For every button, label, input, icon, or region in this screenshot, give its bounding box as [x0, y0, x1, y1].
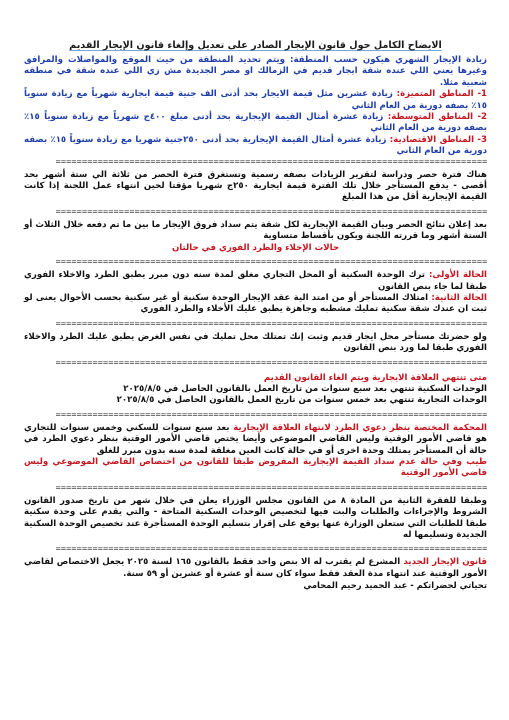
intro-paragraph: زيادة الإيجار الشهري هيكون حسب المنطقة: ويتم تحديد المنطقة من حيث الموقع والمواصلات والمرافق وغيرها يعني اللي عنده شقة ايجار قديم في الزمالك او مصر الجديدة مش زي اللي عنده شقة في منطقه شعبية مثلا.	[24, 55, 487, 88]
end-heading: متى تنتهي العلاقة الايجارية ويتم الغاء القانون القديم	[263, 372, 487, 383]
region-premium-text: زيادة عشرين مثل قيمة الايجار بحد أدنى الف جنية قيمة ايجارية شهرياً مع زيادة سنوياً ١٥٪ بصفه دورية من العام الثاني	[24, 89, 487, 111]
eviction-case-1	[24, 270, 487, 293]
shop-note: ولو حضرتك مستأجر محل ايجار قديم وثبت إنك تمتلك محل تمليك في نفس الغرض يطبق عليك الطرد والاخلاء الفوري طبقا لما ورد بنص القانون	[24, 331, 487, 354]
separator-1: ==================================================================================	[55, 157, 487, 166]
case-1-text: ترك الوحدة السكنية أو المحل التجاري مغلق لمدة سنه دون مبرر يطبق الطرد والاخلاء الفوري طبقا لما جاء بنص القانون	[24, 270, 487, 292]
separator-4: ==================================================================================	[55, 319, 487, 328]
new-law-paragraph	[24, 557, 487, 580]
separator-8: ==================================================================================	[55, 545, 487, 554]
court-red-note: طيب وفي حالة عدم سداد القيمة الإيجارية المفروض طبقا للقانون من اختصاص القاضي الموضوعي وليس قاضي الأمور الوقتية	[24, 456, 487, 479]
case-1-label: الحالة الأولى:	[428, 270, 487, 281]
committee-paragraph: هناك فترة حصر ودراسة لتقرير الزيادات بصفه رسمية وتستغرق فترة الحصر من ثلاثة الي ستة أشهر بحد أقصى - يدفع المستأجر خلال تلك الفترة قيمة ايجارية ٢٥٠ج شهريا مؤقتا لحين انتهاء عمل اللجنة إذا كانت القيمة الإيجارية أقل من هذا المبلغ	[24, 169, 487, 203]
document-title: الايضاح الكامل حول قانون الإيجار الصادر على تعديل وإلغاء قانون الإيجار القديم	[69, 40, 442, 51]
region-economic-text: زيادة عشرة أمثال القيمة الإيجارية بحد أدنى ٢٥٠جنية شهريا مع زيادة سنوياً ١٥٪ بصفه دورية من العام الثاني	[24, 134, 487, 157]
court-text: بعد سبع سنوات للسكني وخمس سنوات للتجاري هو قاضي الأمور الوقتية وليس القاضي الموضوعي وأيضا يختص قاضي الأمور الوقتية بنظر دعوي الطرد في حالة أن المستأجر يمتلك وحدة اخرى أو في حالة كانت العين مغلقة لمدة سنه بدون مبرر للغلق	[24, 422, 487, 456]
region-premium	[24, 89, 487, 112]
separator-3: ==================================================================================	[55, 258, 487, 267]
end-residential: الوحدات السكنية تنتهي بعد سبع سنوات من تاريخ العمل بالقانون الحاصل في ٢٠٢٥/٨/٥	[123, 383, 487, 394]
region-medium	[24, 112, 487, 135]
eviction-case-2	[24, 293, 487, 316]
new-law-text: المشرع لم يقترب له الا بنص واحد فقط بالقانون ١٦٥ لسنة ٢٠٢٥ يجعل الاختصاص لقاضي الأمور الوقتية عند انتهاء مدة العقد فقط سواء كان سنة أو عشرة أو عشرين أو ٥٩ سنة.	[24, 557, 487, 579]
court-label: المحكمة المختصة بنظر دعوي الطرد لانتهاء العلاقة الإيجارية	[233, 422, 487, 433]
court-paragraph	[24, 423, 487, 457]
region-economic-label: 3- المناطق الاقتصادية:	[389, 134, 487, 145]
separator-5: ==================================================================================	[55, 358, 487, 367]
region-premium-label: 1- المناطق المتميزة:	[396, 89, 487, 100]
region-medium-text: زيادة عشرة أمثال القيمة الإيجارية بحد أدنى مبلغ ٤٠٠ج شهرياً مع زيادة سنوياً ١٥٪ بصفه دورية من العام الثاني	[24, 112, 487, 134]
end-commercial: الوحدات التجارية تنتهي بعد خمس سنوات من تاريخ العمل بالقانون الحاصل في ٢٠٢٥/٨/٥	[116, 395, 487, 406]
separator-7: ==================================================================================	[55, 483, 487, 492]
separator-6: ==================================================================================	[55, 410, 487, 419]
signature: تحياتي لحضراتكم - عبد الحميد رحيم المحامي	[303, 580, 487, 591]
settlement-paragraph: بعد إعلان نتائج الحصر وبيان القيمة الإيجارية لكل شقة يتم سداد فروق الإيجار ما بين ما تم دفعه خلال الثلاث أو الستة أشهر وما قررته اللجنة ويكون بأقساط متساوية	[24, 219, 487, 242]
case-2-label: الحالة الثانية:	[431, 292, 487, 303]
case-2-text: امتلاك المستأجر أو من امتد الية عقد الإيجار الوحدة سكنية أو غير سكنية بحسب الأحوال يعنى لو ثبت ان عندك شقة سكنية تمليك مشطبه وجاهزة يطبق عليك الأخلاء والطرد الفوري	[24, 292, 487, 315]
new-law-label: قانون الإيجار الجديد	[403, 557, 488, 568]
region-medium-label: 2- المناطق المتوسطة:	[387, 112, 487, 123]
alt-housing-paragraph: وطبقا للفقرة الثانية من المادة ٨ من القانون مجلس الوزراء يعلن في خلال شهر من تاريخ صدور القانون الشروط والإجراءات والطلبات والبت فيها لتخصيص الوحدات السكنية المتاحة - والتي يقدم على وحدة سكنية طبقا للطلبات التي ستعلن الوزارة عنها يوقع على إقرار بتسليم الوحدة المستأجرة عند تخصيص الوحدة السكنية الجديدة وتسليمها له	[24, 495, 487, 540]
region-economic	[24, 135, 487, 158]
eviction-heading: حالات الإخلاء والطرد الفوري في حالتان	[171, 242, 340, 253]
separator-2: ==================================================================================	[55, 207, 487, 216]
